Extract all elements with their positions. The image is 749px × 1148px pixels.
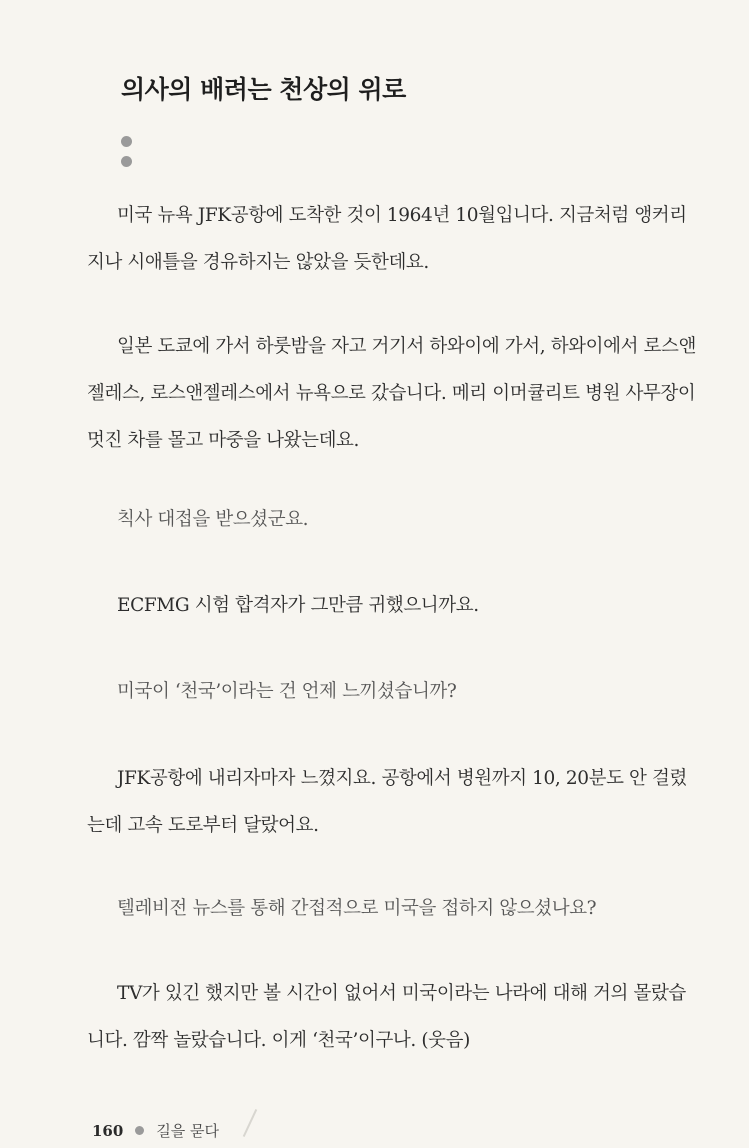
page-number: 160 <box>92 1121 124 1140</box>
answer-paragraph: ECFMG 시험 합격자가 그만큼 귀했으니까요. <box>117 595 479 616</box>
bullet-dot-icon <box>121 136 132 147</box>
bullet-dot-icon <box>121 156 132 167</box>
question-paragraph: 미국이 ‘천국’이라는 건 언제 느끼셨습니까? <box>117 681 457 702</box>
pencil-mark <box>243 1109 257 1137</box>
question-paragraph: 칙사 대접을 받으셨군요. <box>117 509 309 530</box>
answer-paragraph: JFK공항에 내리자마자 느꼈지요. 공항에서 병원까지 10, 20분도 안 걸렸는데 고속 도로부터 달랐어요. <box>87 768 687 836</box>
section-title: 의사의 배려는 천상의 위로 <box>121 75 406 104</box>
separator-dot-icon <box>135 1126 144 1135</box>
chapter-title: 길을 묻다 <box>156 1122 220 1140</box>
answer-paragraph: 일본 도쿄에 가서 하룻밤을 자고 거기서 하와이에 가서, 하와이에서 로스앤젤레스, 로스앤젤레스에서 뉴욕으로 갔습니다. 메리 이머큘리트 병원 사무장이 멋진 차를 몰고 마중을 나왔는데요. <box>87 336 696 451</box>
question-paragraph: 텔레비전 뉴스를 통해 간접적으로 미국을 접하지 않으셨나요? <box>117 898 597 919</box>
answer-paragraph: TV가 있긴 했지만 볼 시간이 없어서 미국이라는 나라에 대해 거의 몰랐습니다. 깜짝 놀랐습니다. 이게 ‘천국’이구나. (웃음) <box>87 983 686 1051</box>
answer-paragraph: 미국 뉴욕 JFK공항에 도착한 것이 1964년 10월입니다. 지금처럼 앵커리지나 시애틀을 경유하지는 않았을 듯한데요. <box>87 205 687 273</box>
page-footer <box>92 1120 219 1141</box>
